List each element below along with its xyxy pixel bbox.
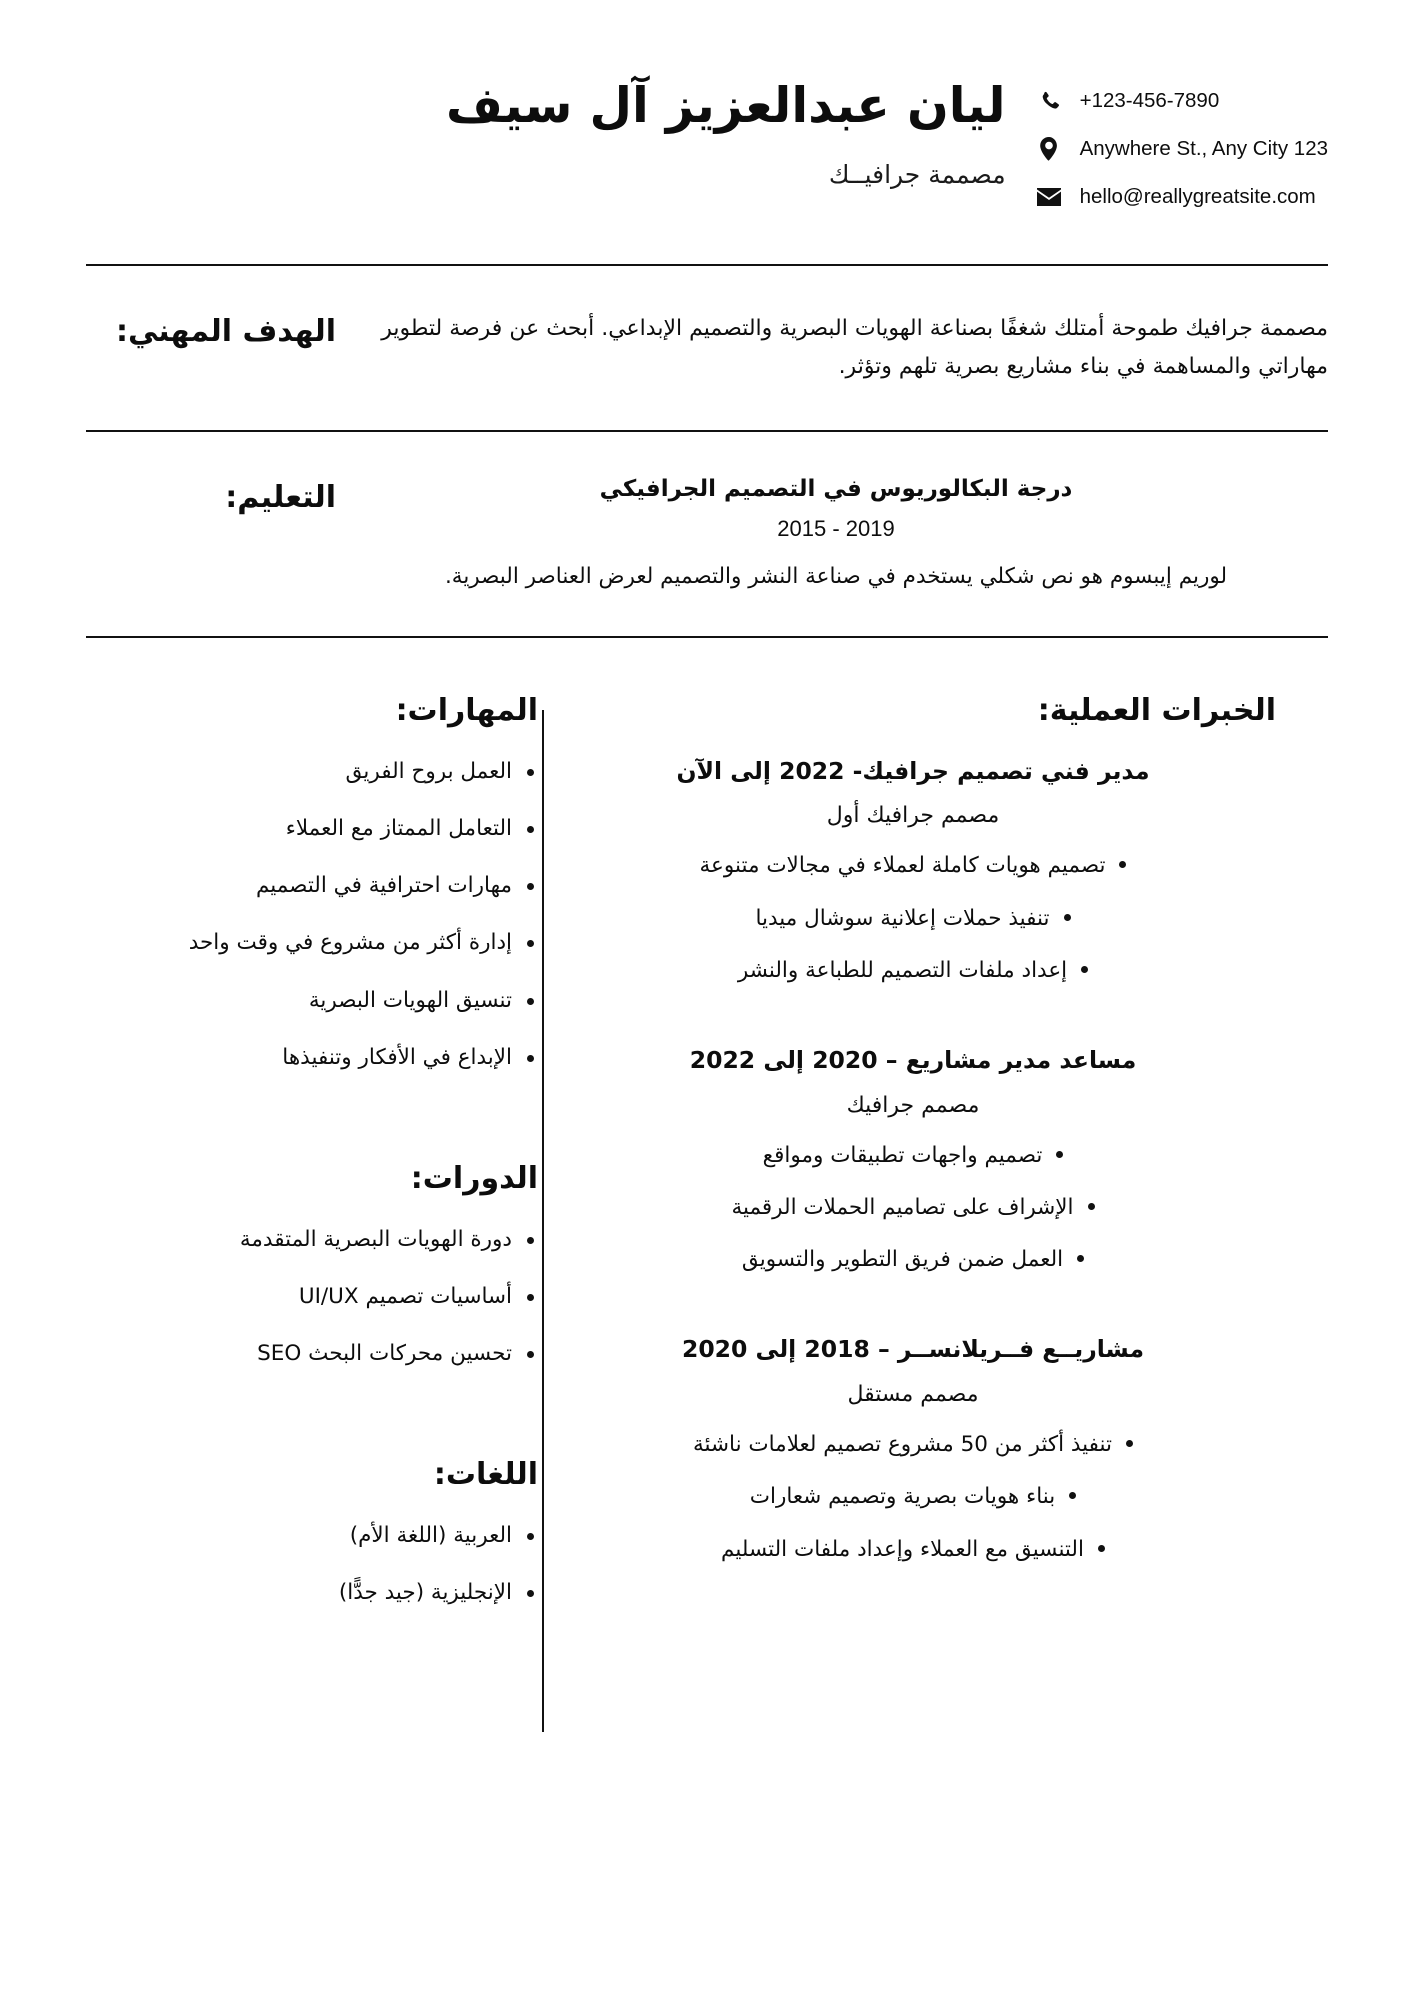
education-body (336, 476, 1328, 594)
skills-section (126, 692, 538, 1074)
experience-entry-role: مصمم جرافيك أول (826, 803, 1000, 829)
education-section (86, 432, 1328, 600)
address-value: Anywhere St., Any City 123 (1079, 136, 1328, 160)
education-degree: درجة البكالوريوس في التصميم الجرافيكي (599, 475, 1073, 502)
skills-title: المهارات: (395, 693, 538, 729)
list-item: إدارة أكثر من مشروع في وقت واحد (126, 927, 538, 959)
identity-block (86, 70, 1012, 189)
courses-title: الدورات: (410, 1161, 538, 1197)
languages-title: اللغات: (433, 1457, 538, 1493)
phone-icon (1036, 88, 1062, 114)
experience-entry-bullets (550, 850, 1276, 987)
career-objective-text: مصممة جرافيك طموحة أمتلك شغفًا بصناعة الهويات البصرية والتصميم الإبداعي. أبحث عن فرصة لتطوير مهاراتي والمساهمة في بناء مشاريع بصرية تلهم وتؤثر. (381, 316, 1328, 379)
list-item: العربية (اللغة الأم) (126, 1520, 538, 1552)
list-item: تنفيذ حملات إعلانية سوشال ميديا (550, 903, 1276, 935)
divider-under-education (86, 636, 1328, 638)
education-description: لوريم إيبسوم هو نص شكلي يستخدم في صناعة النشر والتصميم لعرض العناصر البصرية. (444, 563, 1228, 589)
experience-entry-heading: مساعد مدير مشاريع – 2020 إلى 2022 (689, 1046, 1137, 1075)
list-item: أساسيات تصميم UI/UX (126, 1281, 538, 1313)
languages-section (126, 1456, 538, 1609)
languages-list (126, 1520, 538, 1610)
list-item: العمل بروح الفريق (126, 756, 538, 788)
career-objective-section (86, 266, 1328, 392)
list-item: تحسين محركات البحث SEO (126, 1338, 538, 1370)
experience-entry (550, 756, 1276, 987)
email-value: hello@reallygreatsite.com (1079, 184, 1316, 208)
resume-header (86, 0, 1328, 220)
career-objective-body (336, 310, 1328, 386)
list-item: التعامل الممتاز مع العملاء (126, 813, 538, 845)
list-item: تصميم هويات كاملة لعملاء في مجالات متنوعة (550, 850, 1276, 882)
list-item: إعداد ملفات التصميم للطباعة والنشر (550, 955, 1276, 987)
list-item: الإبداع في الأفكار وتنفيذها (126, 1042, 538, 1074)
education-years: 2015 - 2019 (777, 515, 895, 541)
experience-jobs (550, 756, 1276, 1566)
experience-entry-heading: مدير فني تصميم جرافيك- 2022 إلى الآن (676, 756, 1150, 785)
sidebar-column (86, 692, 542, 1772)
list-item: مهارات احترافية في التصميم (126, 870, 538, 902)
list-item: دورة الهويات البصرية المتقدمة (126, 1224, 538, 1256)
experience-title: الخبرات العملية: (1037, 693, 1276, 729)
list-item: تنسيق الهويات البصرية (126, 985, 538, 1017)
phone-value: +123-456-7890 (1079, 88, 1220, 112)
courses-section (126, 1160, 538, 1370)
contact-row-email (1036, 184, 1328, 210)
experience-entry (550, 1045, 1276, 1276)
contact-row-address (1036, 136, 1328, 162)
list-item: تصميم واجهات تطبيقات ومواقع (550, 1140, 1276, 1172)
list-item: العمل ضمن فريق التطوير والتسويق (550, 1244, 1276, 1276)
column-divider (542, 710, 544, 1732)
experience-entry-bullets (550, 1140, 1276, 1277)
envelope-icon (1036, 184, 1062, 210)
education-label: التعليم: (225, 479, 336, 515)
experience-entry-heading: مشاريــع فــريلانســر – 2018 إلى 2020 (681, 1335, 1145, 1364)
experience-column (544, 692, 1328, 1772)
main-columns (86, 692, 1328, 1772)
experience-entry-role: مصمم مستقل (847, 1382, 979, 1408)
list-item: التنسيق مع العملاء وإعداد ملفات التسليم (550, 1534, 1276, 1566)
experience-entry-bullets (550, 1429, 1276, 1566)
candidate-name: ليان عبدالعزيز آل سيف (445, 77, 1006, 134)
experience-entry-role: مصمم جرافيك (846, 1092, 980, 1118)
list-item: الإنجليزية (جيد جدًّا) (126, 1577, 538, 1609)
contact-row-phone (1036, 88, 1328, 114)
candidate-job-title: مصممة جرافيــك (828, 159, 1006, 189)
list-item: بناء هويات بصرية وتصميم شعارات (550, 1481, 1276, 1513)
list-item: تنفيذ أكثر من 50 مشروع تصميم لعلامات ناشئة (550, 1429, 1276, 1461)
career-objective-label: الهدف المهني: (115, 314, 336, 349)
courses-list (126, 1224, 538, 1371)
list-item: الإشراف على تصاميم الحملات الرقمية (550, 1192, 1276, 1224)
skills-list (126, 756, 538, 1075)
location-pin-icon (1036, 136, 1062, 162)
contact-info-list (1012, 70, 1328, 210)
experience-entry (550, 1334, 1276, 1565)
